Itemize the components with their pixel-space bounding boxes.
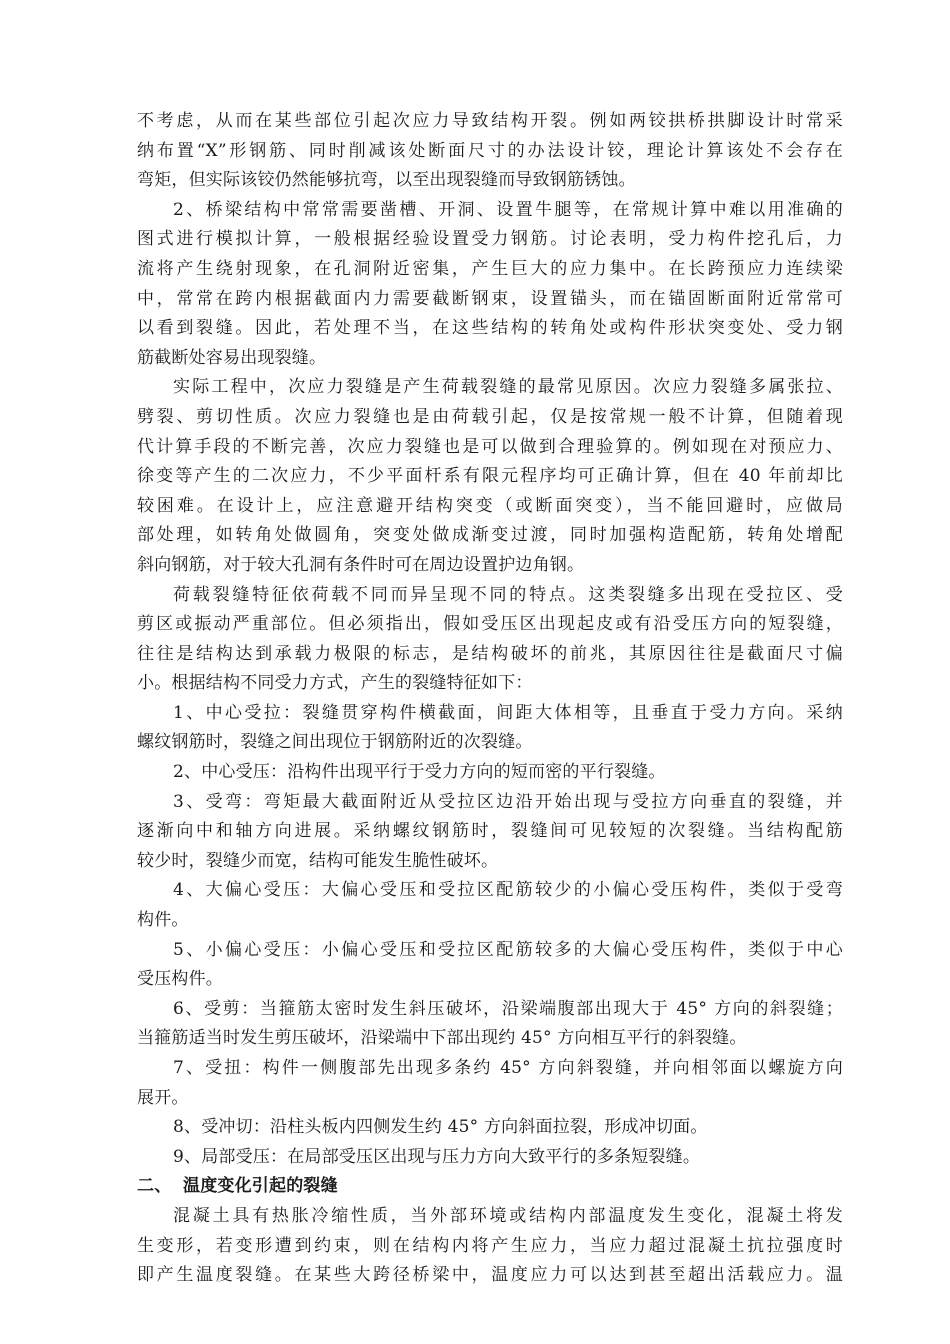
text-line: 螺纹钢筋时，裂缝之间出现位于钢筋附近的次裂缝。 [137,732,533,753]
text-line: 展开。 [137,1087,189,1108]
text-line: 不考虑，从而在某些部位引起次应力导致结构开裂。例如两铰拱桥拱脚设计时常采 [137,111,843,131]
paragraph-first-line: 实际工程中，次应力裂缝是产生荷载裂缝的最常见原因。次应力裂缝多属张拉、 [173,377,843,398]
text-line: 部处理，如转角处做圆角，突变处做成渐变过渡，同时加强构造配筋，转角处增配 [137,525,843,546]
text-line: 中，常常在跨内根据截面内力需要截断钢束，设置锚头，而在锚固断面附近常常可 [137,288,843,309]
paragraph-first-line: 5、小偏心受压：小偏心受压和受拉区配筋较多的大偏心受压构件，类似于中心 [173,939,843,960]
text-line: 往往是结构达到承载力极限的标志，是结构破坏的前兆，其原因往往是截面尺寸偏 [137,643,843,664]
text-line: 较困难。在设计上，应注意避开结构突变（或断面突变），当不能回避时，应做局 [137,495,843,516]
paragraph-first-line: 荷载裂缝特征依荷载不同而异呈现不同的特点。这类裂缝多出现在受拉区、受 [173,584,843,605]
paragraph-first-line: 2、中心受压：沿构件出现平行于受力方向的短而密的平行裂缝。 [173,762,666,783]
text-line: 弯矩，但实际该铰仍然能够抗弯，以至出现裂缝而导致钢筋锈蚀。 [137,170,636,191]
section-number: 二、 [137,1176,172,1197]
text-line: 当箍筋适当时发生剪压破坏，沿梁端中下部出现约 45° 方向相互平行的斜裂缝。 [137,1028,747,1049]
paragraph-first-line: 9、局部受压：在局部受压区出现与压力方向大致平行的多条短裂缝。 [173,1146,701,1167]
paragraph-first-line: 4、大偏心受压：大偏心受压和受拉区配筋较少的小偏心受压构件，类似于受弯 [173,880,843,901]
text-line: 流将产生绕射现象，在孔洞附近密集，产生巨大的应力集中。在长跨预应力连续梁 [137,258,843,279]
document-page [137,107,843,1291]
text-line: 斜向钢筋，对于较大孔洞有条件时可在周边设置护边角钢。 [137,554,585,575]
text-line: 徐变等产生的二次应力，不少平面杆系有限元程序均可正确计算，但在 40 年前却比 [137,466,843,487]
paragraph-first-line: 3、受弯：弯矩最大截面附近从受拉区边沿开始出现与受拉方向垂直的裂缝，并 [173,791,843,812]
paragraph-first-line: 1、中心受拉：裂缝贯穿构件横截面，间距大体相等，且垂直于受力方向。采纳 [173,702,843,723]
text-line: 纳布置“X”形钢筋、同时削减该处断面尺寸的办法设计铰，理论计算该处不会存在 [137,140,843,161]
text-line: 较少时，裂缝少而宽，结构可能发生脆性破坏。 [137,850,499,871]
paragraph-first-line: 2、桥梁结构中常常需要凿槽、开洞、设置牛腿等，在常规计算中难以用准确的 [173,199,843,220]
text-line: 以看到裂缝。因此，若处理不当，在这些结构的转角处或构件形状突变处、受力钢 [137,318,843,339]
section-title: 温度变化引起的裂缝 [183,1176,338,1197]
paragraph-first-line: 8、受冲切：沿柱头板内四侧发生约 45° 方向斜面拉裂，形成冲切面。 [173,1117,708,1138]
text-line: 受压构件。 [137,969,223,990]
text-line: 逐渐向中和轴方向进展。采纳螺纹钢筋时，裂缝间可见较短的次裂缝。当结构配筋 [137,821,843,842]
text-line: 筋截断处容易出现裂缝。 [137,347,327,368]
text-line: 图式进行模拟计算，一般根据经验设置受力钢筋。讨论表明，受力构件挖孔后，力 [137,229,843,250]
text-line: 即产生温度裂缝。在某些大跨径桥梁中，温度应力可以达到甚至超出活载应力。温 [137,1265,843,1286]
text-line: 生变形，若变形遭到约束，则在结构内将产生应力，当应力超过混凝土抗拉强度时 [137,1235,843,1256]
text-line: 代计算手段的不断完善，次应力裂缝也是可以做到合理验算的。例如现在对预应力、 [137,436,843,457]
text-line: 小。根据结构不同受力方式，产生的裂缝特征如下： [137,673,533,694]
paragraph-first-line: 7、受扭：构件一侧腹部先出现多条约 45° 方向斜裂缝，并向相邻面以螺旋方向 [173,1058,843,1078]
paragraph-first-line: 混凝土具有热胀冷缩性质，当外部环境或结构内部温度发生变化，混凝土将发 [173,1205,843,1226]
text-line: 劈裂、剪切性质。次应力裂缝也是由荷载引起，仅是按常规一般不计算，但随着现 [137,406,843,427]
section-heading [137,1172,843,1202]
body-text [137,107,843,1172]
text-line: 剪区或振动严重部位。但必须指出，假如受压区出现起皮或有沿受压方向的短裂缝， [137,614,843,635]
text-line: 构件。 [137,910,189,931]
body-text-after-heading [137,1202,843,1291]
paragraph-first-line: 6、受剪：当箍筋太密时发生斜压破坏，沿梁端腹部出现大于 45° 方向的斜裂缝； [173,998,843,1019]
